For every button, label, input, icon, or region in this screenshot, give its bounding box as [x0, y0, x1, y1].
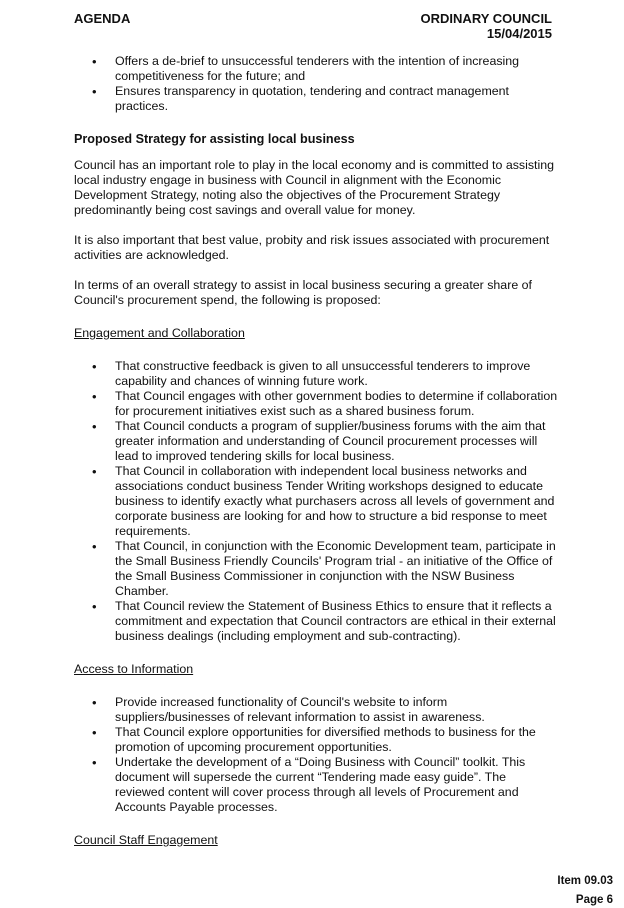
document-body [74, 54, 558, 848]
access-bullet-list [74, 695, 558, 815]
paragraph: It is also important that best value, probity and risk issues associated with procurement activities are acknowledged. [74, 233, 550, 262]
list-item: • That Council explore opportunities for diversified methods to business for the promotion of upcoming procurement opportunities. [74, 725, 558, 755]
list-item: • That Council, in conjunction with the Economic Development team, participate in the Small Business Friendly Councils' Program trial - an initiative of the Office of the Small Business Commissioner in conjunction with the NSW Business Chamber. [74, 539, 558, 599]
header-meeting-date: 15/04/2015 [486, 26, 552, 41]
subheading-engagement: Engagement and Collaboration [74, 326, 245, 340]
list-item: • That Council in collaboration with independent local business networks and associations conduct business Tender Writing workshops designed to educate business to identify exactly what purchasers across all levels of government and corporate business are looking for and how to structure a bid response to meet requirements. [74, 464, 558, 539]
header-meeting-info [421, 11, 552, 41]
section-heading-strategy: Proposed Strategy for assisting local business [74, 132, 355, 146]
footer-item-number: Item 09.03 [557, 875, 613, 887]
header-agenda: AGENDA [74, 11, 131, 26]
list-item: • That Council review the Statement of Business Ethics to ensure that it reflects a commitment and expectation that Council contractors are ethical in their external business dealings (including employment and sub-contracting). [74, 599, 558, 644]
list-item: • That Council engages with other government bodies to determine if collaboration for procurement initiatives exist such as a shared business forum. [74, 389, 558, 419]
subheading-staff: Council Staff Engagement [74, 833, 218, 847]
paragraph: Council has an important role to play in the local economy and is committed to assisting local industry engage in business with Council in alignment with the Economic Development Strategy, noting also the objectives of the Procurement Strategy predominantly being cost savings and overall value for money. [74, 158, 555, 217]
list-item: • Offers a de-brief to unsuccessful tenderers with the intention of increasing competitiveness for the future; and [74, 54, 558, 84]
list-item: • That constructive feedback is given to all unsuccessful tenderers to improve capability and chances of winning future work. [74, 359, 558, 389]
list-item: • That Council conducts a program of supplier/business forums with the aim that greater information and understanding of Council procurement processes will lead to improved tendering skills for local business. [74, 419, 558, 464]
intro-bullet-list [74, 54, 558, 114]
header-meeting-title: ORDINARY COUNCIL [420, 11, 552, 26]
list-item: • Undertake the development of a “Doing Business with Council” toolkit. This document will supersede the current “Tendering made easy guide”. The reviewed content will cover process through all levels of Procurement and Accounts Payable processes. [74, 755, 558, 815]
paragraph: In terms of an overall strategy to assist in local business securing a greater share of Council's procurement spend, the following is proposed: [74, 278, 532, 307]
list-item: • Ensures transparency in quotation, tendering and contract management practices. [74, 84, 558, 114]
list-item: • Provide increased functionality of Council's website to inform suppliers/businesses of relevant information to assist in awareness. [74, 695, 558, 725]
subheading-access: Access to Information [74, 662, 194, 676]
footer-page-number: Page 6 [575, 894, 613, 906]
engagement-bullet-list [74, 359, 558, 644]
